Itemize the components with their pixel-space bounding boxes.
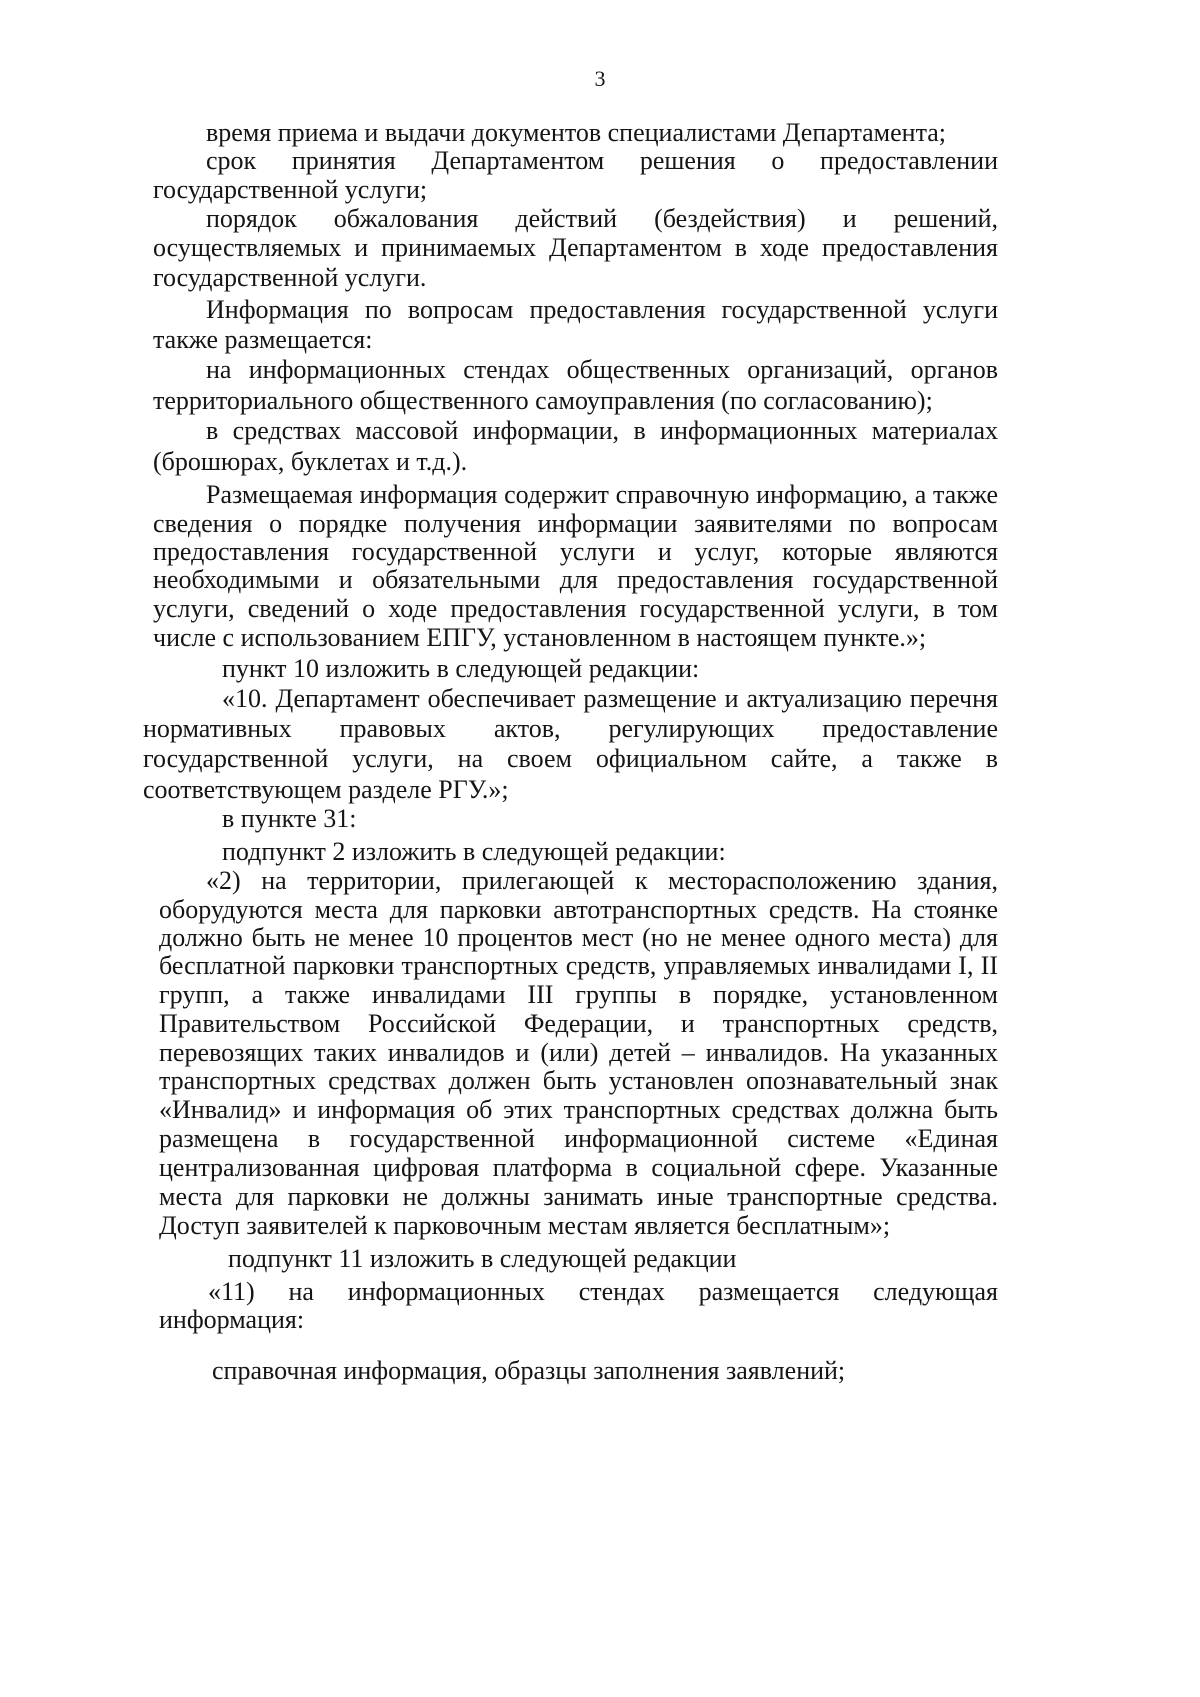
page-number: 3 <box>594 66 606 91</box>
text-line: должно быть не менее 10 процентов мест (но не менее одного места) для <box>159 923 998 952</box>
text-line: подпункт 11 изложить в следующей редакции <box>228 1244 737 1273</box>
text-line: Правительством Российской Федерации, и транспортных средств, <box>159 1009 998 1038</box>
text-line: Доступ заявителей к парковочным местам является бесплатным»; <box>159 1211 891 1240</box>
text-line: необходимыми и обязательными для предоставления государственной <box>153 565 998 594</box>
text-line: сведения о порядке получения информации заявителями по вопросам <box>153 509 998 538</box>
text-line: перевозящих таких инвалидов и (или) детей – инвалидов. На указанных <box>159 1038 998 1067</box>
text-line: государственной услуги, на своем официальном сайте, а также в <box>143 744 998 773</box>
text-line: порядок обжалования действий (бездействия) и решений, <box>206 204 998 233</box>
text-line: в средствах массовой информации, в информационных материалах <box>206 416 998 445</box>
text-line: «10. Департамент обеспечивает размещение и актуализацию перечня <box>222 684 998 713</box>
text-line: государственной услуги. <box>153 263 427 292</box>
text-line: территориального общественного самоуправления (по согласованию); <box>153 386 933 415</box>
text-line: время приема и выдачи документов специалистами Департамента; <box>206 118 947 147</box>
text-line: оборудуются места для парковки автотранспортных средств. На стоянке <box>159 895 998 924</box>
text-line: Информация по вопросам предоставления государственной услуги <box>206 295 998 324</box>
text-line: «11) на информационных стендах размещается следующая <box>208 1277 998 1306</box>
text-line: в пункте 31: <box>222 804 357 833</box>
text-line: (брошюрах, буклетах и т.д.). <box>153 447 468 476</box>
text-line: числе с использованием ЕПГУ, установленном в настоящем пункте.»; <box>153 623 927 652</box>
text-line: государственной услуги; <box>153 175 428 204</box>
text-line: информация: <box>159 1305 305 1334</box>
text-line: услуги, сведений о ходе предоставления государственной услуги, в том <box>153 594 998 623</box>
text-line: бесплатной парковки транспортных средств, управляемых инвалидами I, II <box>159 951 998 980</box>
text-line: места для парковки не должны занимать иные транспортные средства. <box>159 1182 998 1211</box>
text-line: соответствующем разделе РГУ.»; <box>143 775 509 804</box>
text-line: «Инвалид» и информация об этих транспортных средствах должна быть <box>159 1095 998 1124</box>
text-line: пункт 10 изложить в следующей редакции: <box>222 654 700 683</box>
text-line: подпункт 2 изложить в следующей редакции: <box>222 837 726 866</box>
text-line: нормативных правовых актов, регулирующих предоставление <box>143 714 998 743</box>
text-line: размещена в государственной информационной системе «Единая <box>159 1124 998 1153</box>
text-line: транспортных средствах должен быть установлен опознавательный знак <box>159 1066 998 1095</box>
text-line: «2) на территории, прилегающей к месторасположению здания, <box>206 866 998 895</box>
text-line: централизованная цифровая платформа в социальной сфере. Указанные <box>159 1153 998 1182</box>
text-line: предоставления государственной услуги и услуг, которые являются <box>153 537 998 566</box>
text-line: осуществляемых и принимаемых Департаментом в ходе предоставления <box>153 233 998 262</box>
text-line: Размещаемая информация содержит справочную информацию, а также <box>206 480 998 509</box>
text-line: на информационных стендах общественных организаций, органов <box>206 355 998 384</box>
text-line: справочная информация, образцы заполнения заявлений; <box>212 1356 846 1385</box>
text-line: срок принятия Департаментом решения о предоставлении <box>206 146 998 175</box>
text-line: также размещается: <box>153 325 373 354</box>
text-line: групп, а также инвалидами III группы в порядке, установленном <box>159 980 998 1009</box>
